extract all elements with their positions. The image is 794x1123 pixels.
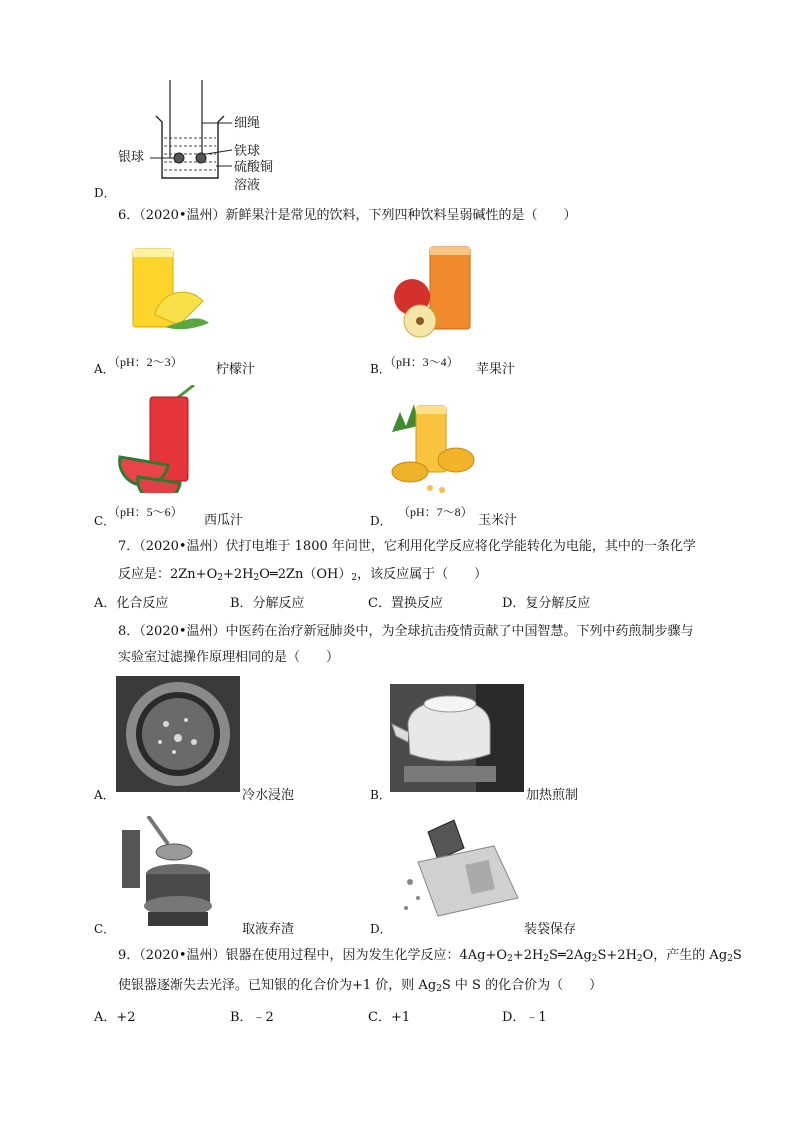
bagging-photo: [398, 812, 522, 924]
option-letter: C．: [94, 922, 116, 936]
option-a: A．+2: [94, 1010, 136, 1025]
label-iron-ball: 铁球: [234, 144, 261, 159]
step-name: 加热煎制: [526, 788, 579, 803]
label-solution-1: 硫酸铜: [234, 160, 274, 175]
watermelon-juice-image: [118, 385, 202, 493]
question-stem-line-2: 使银器逐渐失去光泽。已知银的化合价为+1 价，则 $Ag_2S$ 中 S 的化合价为（ ）: [118, 978, 603, 994]
juice-name: 柠檬汁: [216, 362, 256, 377]
question-stem-line-1: 8．（2020•温州）中医药在治疗新冠肺炎中，为全球抗击疫情贡献了中国智慧。下列中药煎制步骤与: [118, 624, 694, 639]
option-c: C．置换反应: [368, 596, 443, 611]
juice-name: 苹果汁: [476, 362, 516, 377]
ph-label: （pH：3～4）: [384, 355, 459, 369]
ph-label: （pH：2～3）: [108, 355, 183, 369]
option-letter: A．: [94, 788, 115, 802]
option-b: B．﹣2: [230, 1010, 274, 1025]
heating-photo: [390, 684, 524, 792]
question-stem: 6．（2020•温州）新鲜果汁是常见的饮料，下列四种饮料呈弱碱性的是（ ）: [118, 208, 577, 223]
option-c: C．+1: [368, 1010, 411, 1025]
option-letter: B．: [370, 788, 391, 802]
label-silver-ball: 银球: [118, 150, 145, 165]
question-stem-line-2: 实验室过滤操作原理相同的是（ ）: [118, 650, 340, 665]
question-stem-line-1: 9．（2020•温州）银器在使用过程中，因为发生化学反应：$4Ag+O_2+2H_2S═2Ag_2S+2H_2O$，产生的 $Ag_2S$: [118, 948, 742, 964]
label-solution-2: 溶液: [234, 178, 261, 193]
juice-name: 玉米汁: [478, 513, 518, 528]
question-stem-line-2: 反应是：$2Zn+O_2+2H_2O═2Zn(OH)_2$，该反应属于（ ）: [118, 567, 488, 583]
option-letter: D．: [94, 186, 116, 200]
ph-label: （pH：5～6）: [108, 505, 183, 519]
step-name: 冷水浸泡: [242, 788, 295, 803]
option-letter: C．: [94, 514, 116, 528]
juice-name: 西瓜汁: [204, 513, 244, 528]
option-letter: D．: [370, 514, 392, 528]
apple-juice-image: [390, 245, 480, 340]
step-name: 装袋保存: [524, 922, 577, 937]
soaking-photo: [116, 676, 240, 792]
option-letter: D．: [370, 922, 392, 936]
option-letter: A．: [94, 362, 115, 376]
filtering-photo: [118, 816, 226, 928]
corn-juice-image: [390, 402, 476, 496]
ph-label: （pH：7～8）: [398, 505, 473, 519]
option-letter: B．: [370, 362, 391, 376]
label-rope: 细绳: [234, 116, 261, 131]
step-name: 取液弃渣: [242, 922, 295, 937]
lemon-juice-image: [125, 245, 213, 335]
option-d: D．﹣1: [502, 1010, 547, 1025]
option-d: D．复分解反应: [502, 596, 591, 611]
question-stem-line-1: 7．（2020•温州）伏打电堆于 1800 年问世，它利用化学反应将化学能转化为电能，其中的一条化学: [118, 539, 696, 554]
option-a: A．化合反应: [94, 596, 169, 611]
option-b: B．分解反应: [230, 596, 305, 611]
